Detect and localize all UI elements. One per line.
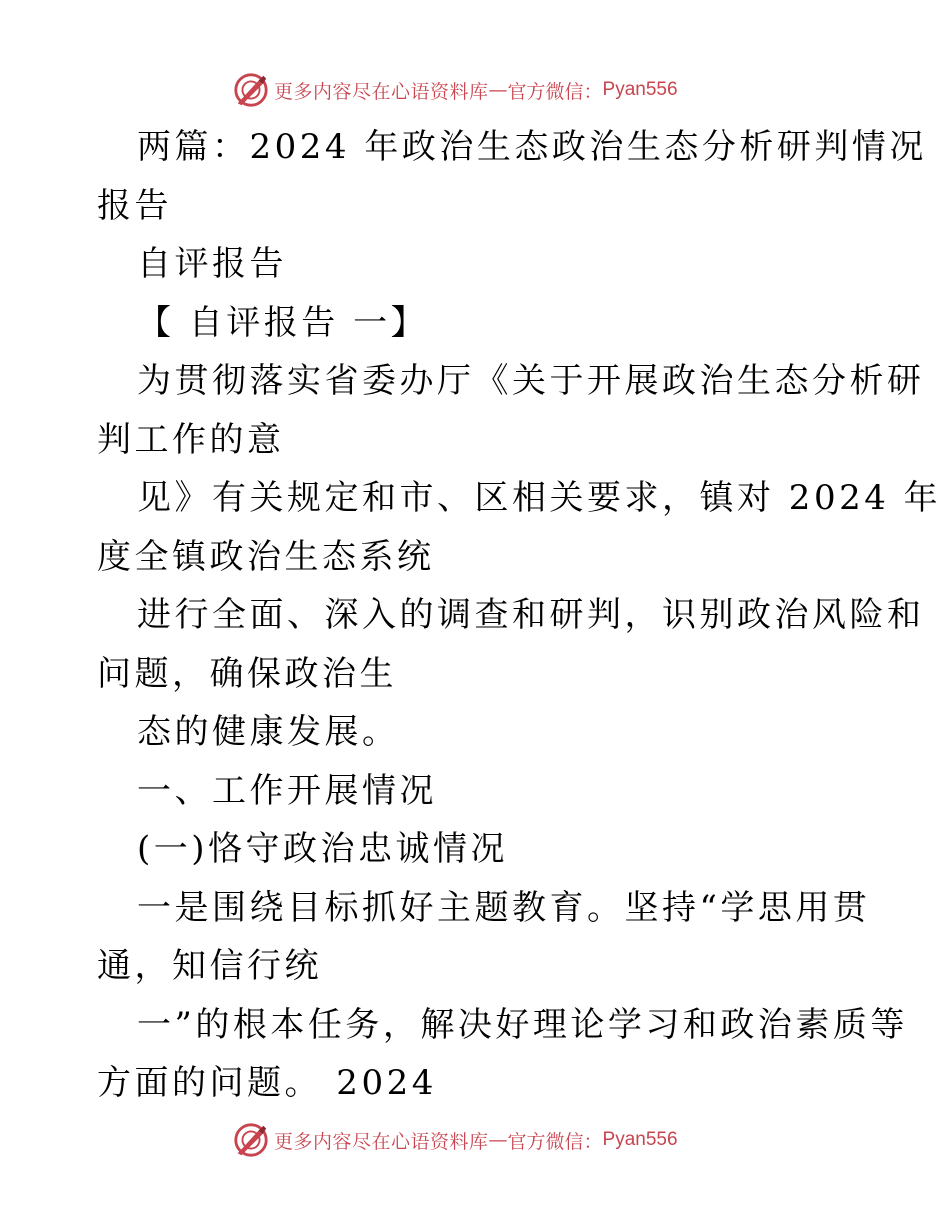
- banner-wechat-label: 官方微信：: [507, 80, 603, 103]
- banner-separator: —: [488, 1129, 508, 1151]
- banner-wechat-id: Pyan556: [602, 1129, 678, 1150]
- pen-logo-icon: [232, 1121, 270, 1159]
- document-body: [97, 118, 942, 1113]
- banner-wechat-label: 官方微信：: [507, 1130, 603, 1153]
- paragraph-line: 进行全面、深入的调查和研判，识别政治风险和: [137, 595, 925, 635]
- paragraph-line: 一”的根本任务，解决好理论学习和政治素质等: [137, 1004, 908, 1045]
- banner-wechat-id: Pyan556: [602, 79, 678, 100]
- paragraph-line: 一是围绕目标抓好主题教育。坚持“学思用贯: [137, 887, 871, 928]
- footer-banner[interactable]: [232, 1120, 752, 1160]
- document-title-line-2: 报告: [97, 185, 172, 226]
- paragraph-line: 态的健康发展。: [137, 712, 400, 752]
- section-heading-work: 一、工作开展情况: [137, 770, 437, 811]
- paragraph-line: 为贯彻落实省委办厅《关于开展政治生态分析研: [137, 361, 925, 401]
- document-title-line-1: 两篇：2024 年政治生态政治生态分析研判情况: [137, 127, 927, 167]
- banner-title: 更多内容尽在心语资料库: [274, 80, 489, 103]
- paragraph-line: 度全镇政治生态系统: [97, 536, 435, 577]
- header-banner[interactable]: [232, 70, 752, 110]
- banner-title: 更多内容尽在心语资料库: [274, 1130, 489, 1153]
- subsection-heading: 【 自评报告 一】: [137, 302, 429, 343]
- pen-logo-icon: [232, 71, 270, 109]
- paragraph-line: 通，知信行统: [97, 946, 322, 986]
- section-heading: 自评报告: [137, 244, 287, 284]
- paragraph-line: 方面的问题。 2024: [97, 1063, 437, 1103]
- paragraph-line: 判工作的意: [97, 419, 285, 460]
- paragraph-line: 见》有关规定和市、区相关要求，镇对 2024 年: [137, 478, 942, 518]
- banner-separator: —: [488, 79, 508, 101]
- subsection-heading-loyalty: (一)恪守政治忠诚情况: [137, 829, 509, 869]
- paragraph-line: 问题，确保政治生: [97, 653, 397, 694]
